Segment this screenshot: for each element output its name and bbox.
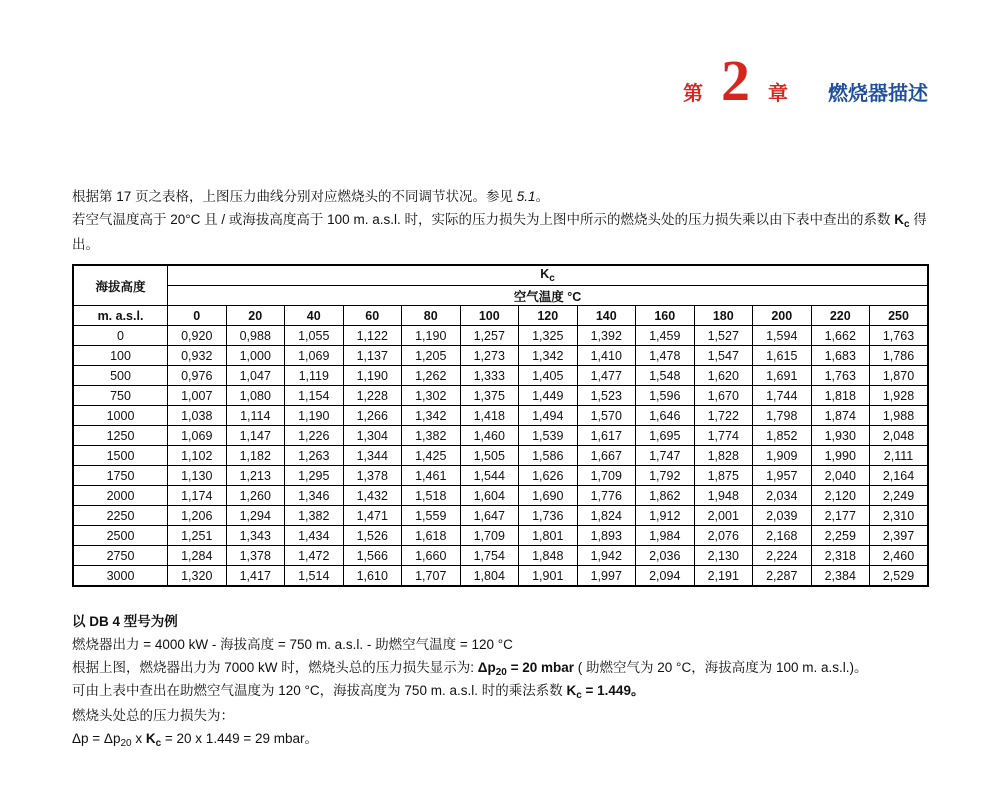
kc-value-cell: 1,147 [226,426,285,446]
kc-value-cell: 1,617 [577,426,636,446]
kc-value-cell: 1,206 [168,506,227,526]
kc-value-cell: 1,596 [636,386,695,406]
kc-value-cell: 1,471 [343,506,402,526]
kc-value-cell: 1,893 [577,526,636,546]
kc-value-cell: 1,344 [343,446,402,466]
kc-value-cell: 1,547 [694,346,753,366]
kc-value-cell: 0,932 [168,346,227,366]
kc-value-cell: 1,852 [753,426,812,446]
temp-header-cell: 60 [343,306,402,326]
table-row [73,366,928,386]
kc-value-cell: 1,392 [577,326,636,346]
temp-header-cell: 0 [168,306,227,326]
kc-value-cell: 2,529 [870,566,929,587]
kc-value-cell: 1,691 [753,366,812,386]
kc-value-cell: 1,434 [285,526,344,546]
kc-value-cell: 1,990 [811,446,870,466]
kc-value-cell: 1,709 [577,466,636,486]
altitude-cell: 1000 [73,406,168,426]
kc-value-cell: 2,191 [694,566,753,587]
kc-value-cell: 1,477 [577,366,636,386]
kc-value-cell: 1,262 [402,366,461,386]
kc-value-cell: 1,660 [402,546,461,566]
kc-value-cell: 1,226 [285,426,344,446]
kc-value-cell: 1,942 [577,546,636,566]
kc-value-cell: 1,205 [402,346,461,366]
kc-value-cell: 1,792 [636,466,695,486]
kc-value-cell: 1,320 [168,566,227,587]
kc-value-cell: 1,182 [226,446,285,466]
kc-value-cell: 1,544 [460,466,519,486]
temp-header-cell: 100 [460,306,519,326]
kc-value-cell: 1,559 [402,506,461,526]
kc-value-cell: 1,566 [343,546,402,566]
kc-value-cell: 1,804 [460,566,519,587]
kc-value-cell: 1,776 [577,486,636,506]
kc-value-cell: 1,375 [460,386,519,406]
kc-value-cell: 1,997 [577,566,636,587]
kc-value-cell: 2,164 [870,466,929,486]
kc-value-cell: 1,683 [811,346,870,366]
kc-value-cell: 1,263 [285,446,344,466]
kc-value-cell: 1,294 [226,506,285,526]
kc-value-cell: 1,122 [343,326,402,346]
kc-value-cell: 1,667 [577,446,636,466]
kc-value-cell: 1,798 [753,406,812,426]
kc-value-cell: 1,988 [870,406,929,426]
kc-value-cell: 1,930 [811,426,870,446]
kc-value-cell: 1,154 [285,386,344,406]
altitude-cell: 100 [73,346,168,366]
kc-value-cell: 1,038 [168,406,227,426]
table-row [73,446,928,466]
kc-value-cell: 1,736 [519,506,578,526]
example-line-2: 根据上图，燃烧器出力为 7000 kW 时，燃烧头总的压力损失显示为: $\Delta p_{20} = 20$ mbar ( 助燃空气为 20 °C，海拔高度为 100 m. a.s.l.)。 [72,660,868,678]
intro-paragraph-1: 根据第 17 页之表格，上图压力曲线分别对应燃烧头的不同调节状况。参见 5.1。 [72,189,550,204]
kc-value-cell: 1,539 [519,426,578,446]
air-temperature-header: 空气温度 °C [168,286,929,306]
kc-value-cell: 2,111 [870,446,929,466]
kc-value-cell: 1,828 [694,446,753,466]
altitude-cell: 500 [73,366,168,386]
kc-value-cell: 1,417 [226,566,285,587]
kc-symbol: $K_c$ [894,212,910,230]
example-title: 以 DB 4 型号为例 [72,614,178,629]
kc-value-cell: 1,494 [519,406,578,426]
chapter-header [683,48,928,113]
kc-value-cell: 1,690 [519,486,578,506]
section-reference: 5.1 [516,189,536,204]
kc-value-cell: 1,449 [519,386,578,406]
table-row [73,466,928,486]
kc-value-cell: 1,747 [636,446,695,466]
example-line-4: 燃烧头处总的压力损失为： [72,708,234,723]
kc-value-cell: 1,137 [343,346,402,366]
kc-value-cell: 1,266 [343,406,402,426]
kc-value-cell: 1,744 [753,386,812,406]
temp-header-cell: 180 [694,306,753,326]
kc-value-cell: 1,080 [226,386,285,406]
kc-value-cell: 1,548 [636,366,695,386]
kc-value-cell: 1,460 [460,426,519,446]
temp-header-cell: 80 [402,306,461,326]
temp-header-cell: 250 [870,306,929,326]
kc-value-cell: 1,432 [343,486,402,506]
kc-value-cell: 1,472 [285,546,344,566]
kc-value-cell: 2,048 [870,426,929,446]
kc-value-cell: 2,040 [811,466,870,486]
kc-value-cell: 1,909 [753,446,812,466]
kc-correction-table [72,264,929,587]
kc-value-cell: 1,069 [285,346,344,366]
kc-value-cell: 1,047 [226,366,285,386]
altitude-cell: 0 [73,326,168,346]
kc-value-cell: 2,249 [870,486,929,506]
table-row [73,486,928,506]
kc-value-cell: 1,382 [402,426,461,446]
kc-value-cell: 1,273 [460,346,519,366]
kc-value-cell: 1,295 [285,466,344,486]
kc-value-cell: 1,405 [519,366,578,386]
altitude-header: 海拔高度 [73,265,168,306]
kc-value-cell: 1,875 [694,466,753,486]
kc-value-cell: 1,722 [694,406,753,426]
kc-value-cell: 2,168 [753,526,812,546]
kc-value-cell: 1,333 [460,366,519,386]
example-formula: $\Delta p = \Delta p_{20}$ x $K_c = 20$ x 1.449 = 29 mbar。 [72,731,319,749]
kc-value-cell: 1,818 [811,386,870,406]
table-row [73,326,928,346]
altitude-cell: 1500 [73,446,168,466]
kc-value-cell: 2,318 [811,546,870,566]
kc-value-cell: 1,102 [168,446,227,466]
temp-header-cell: 200 [753,306,812,326]
kc-value-cell: 1,069 [168,426,227,446]
kc-value-cell: 1,410 [577,346,636,366]
kc-value-cell: 1,523 [577,386,636,406]
kc-value-cell: 1,620 [694,366,753,386]
kc-value-cell: 1,670 [694,386,753,406]
kc-value-cell: 1,801 [519,526,578,546]
kc-value-cell: 1,190 [343,366,402,386]
example-line-1: 燃烧器出力 = 4000 kW - 海拔高度 = 750 m. a.s.l. - 助燃空气温度 = 120 °C [72,637,513,652]
table-row [73,546,928,566]
kc-value-cell: 1,418 [460,406,519,426]
kc-value-cell: 1,251 [168,526,227,546]
kc-value-cell: 1,626 [519,466,578,486]
kc-value-cell: 1,119 [285,366,344,386]
kc-value-cell: 2,384 [811,566,870,587]
kc-value-cell: 1,190 [285,406,344,426]
kc-value-cell: 1,662 [811,326,870,346]
chapter-number: 2 [721,48,750,113]
kc-value-cell: 1,284 [168,546,227,566]
kc-value-cell: 1,912 [636,506,695,526]
altitude-cell: 2000 [73,486,168,506]
chapter-prefix: 第 [683,81,703,105]
altitude-cell: 750 [73,386,168,406]
kc-value-cell: 1,763 [811,366,870,386]
kc-value-cell: 1,901 [519,566,578,587]
kc-value-cell: 2,034 [753,486,812,506]
kc-value-cell: 2,039 [753,506,812,526]
temp-header-cell: 120 [519,306,578,326]
altitude-cell: 2250 [73,506,168,526]
kc-value-cell: 1,518 [402,486,461,506]
temp-header-cell: 220 [811,306,870,326]
kc-value-cell: 1,615 [753,346,812,366]
kc-value-cell: 2,094 [636,566,695,587]
kc-value-cell: 1,114 [226,406,285,426]
kc-value-cell: 2,036 [636,546,695,566]
table-row [73,346,928,366]
kc-value-cell: 1,514 [285,566,344,587]
kc-value-cell: 2,224 [753,546,812,566]
kc-value-cell: 1,382 [285,506,344,526]
kc-value-cell: 1,928 [870,386,929,406]
kc-value-cell: 1,257 [460,326,519,346]
temp-header-cell: 140 [577,306,636,326]
temp-header-cell: 40 [285,306,344,326]
kc-value-cell: 1,984 [636,526,695,546]
kc-value-cell: 1,378 [343,466,402,486]
chapter-title: 燃烧器描述 [828,81,928,105]
kc-value-cell: 1,594 [753,326,812,346]
kc-value-cell: 1,618 [402,526,461,546]
kc-value-cell: 1,586 [519,446,578,466]
kc-value-cell: 1,346 [285,486,344,506]
kc-value-cell: 1,459 [636,326,695,346]
kc-value-cell: 1,862 [636,486,695,506]
kc-value-cell: 2,397 [870,526,929,546]
kc-value-cell: 2,076 [694,526,753,546]
kc-value-cell: 1,763 [870,326,929,346]
kc-value-cell: 1,570 [577,406,636,426]
kc-value-cell: 2,259 [811,526,870,546]
kc-value-cell: 1,325 [519,326,578,346]
kc-header: $K_c$ [168,265,929,286]
kc-value-cell: 1,342 [519,346,578,366]
table-row [73,566,928,587]
kc-value-cell: 1,526 [343,526,402,546]
table-row [73,506,928,526]
kc-value-cell: 1,824 [577,506,636,526]
kc-value-cell: 1,461 [402,466,461,486]
kc-value-cell: 1,228 [343,386,402,406]
kc-value-cell: 2,120 [811,486,870,506]
altitude-cell: 1250 [73,426,168,446]
chapter-suffix: 章 [768,81,788,105]
altitude-cell: 3000 [73,566,168,587]
table-row [73,406,928,426]
altitude-cell: 2750 [73,546,168,566]
example-line-3: 可由上表中查出在助燃空气温度为 120 °C，海拔高度为 750 m. a.s.l. 时的乘法系数 $K_c = 1.449$。 [72,683,645,701]
altitude-cell: 1750 [73,466,168,486]
kc-value-cell: 1,695 [636,426,695,446]
kc-value-cell: 1,709 [460,526,519,546]
kc-value-cell: 1,425 [402,446,461,466]
kc-value-cell: 1,130 [168,466,227,486]
kc-value-cell: 1,604 [460,486,519,506]
table-row [73,526,928,546]
temp-header-cell: 20 [226,306,285,326]
kc-value-cell: 1,478 [636,346,695,366]
kc-value-cell: 1,343 [226,526,285,546]
kc-value-cell: 1,786 [870,346,929,366]
kc-value-cell: 1,948 [694,486,753,506]
kc-value-cell: 0,920 [168,326,227,346]
kc-value-cell: 1,754 [460,546,519,566]
kc-value-cell: 1,342 [402,406,461,426]
kc-value-cell: 1,647 [460,506,519,526]
kc-value-cell: 1,304 [343,426,402,446]
table-row [73,386,928,406]
kc-value-cell: 1,870 [870,366,929,386]
kc-value-cell: 1,527 [694,326,753,346]
kc-value-cell: 1,302 [402,386,461,406]
kc-value-cell: 1,055 [285,326,344,346]
kc-value-cell: 1,000 [226,346,285,366]
kc-value-cell: 1,190 [402,326,461,346]
kc-value-cell: 0,976 [168,366,227,386]
kc-value-cell: 1,874 [811,406,870,426]
kc-value-cell: 1,610 [343,566,402,587]
kc-value-cell: 2,001 [694,506,753,526]
kc-value-cell: 1,646 [636,406,695,426]
intro-paragraph-2: 若空气温度高于 20°C 且 / 或海拔高度高于 100 m. a.s.l. 时，实际的压力损失为上图中所示的燃烧头处的压力损失乘以由下表中查出的系数 $K_c$ 得出。 [72,212,927,252]
kc-value-cell: 1,378 [226,546,285,566]
kc-value-cell: 1,505 [460,446,519,466]
kc-value-cell: 1,848 [519,546,578,566]
unit-header: m. a.s.l. [73,306,168,326]
kc-value-cell: 2,460 [870,546,929,566]
kc-value-cell: 1,957 [753,466,812,486]
altitude-cell: 2500 [73,526,168,546]
kc-value-cell: 1,260 [226,486,285,506]
kc-value-cell: 2,130 [694,546,753,566]
kc-value-cell: 1,174 [168,486,227,506]
kc-value-cell: 0,988 [226,326,285,346]
kc-value-cell: 2,177 [811,506,870,526]
kc-value-cell: 1,007 [168,386,227,406]
kc-value-cell: 1,213 [226,466,285,486]
table-row [73,426,928,446]
kc-value-cell: 1,707 [402,566,461,587]
kc-value-cell: 1,774 [694,426,753,446]
temp-header-cell: 160 [636,306,695,326]
kc-value-cell: 2,287 [753,566,812,587]
kc-value-cell: 2,310 [870,506,929,526]
